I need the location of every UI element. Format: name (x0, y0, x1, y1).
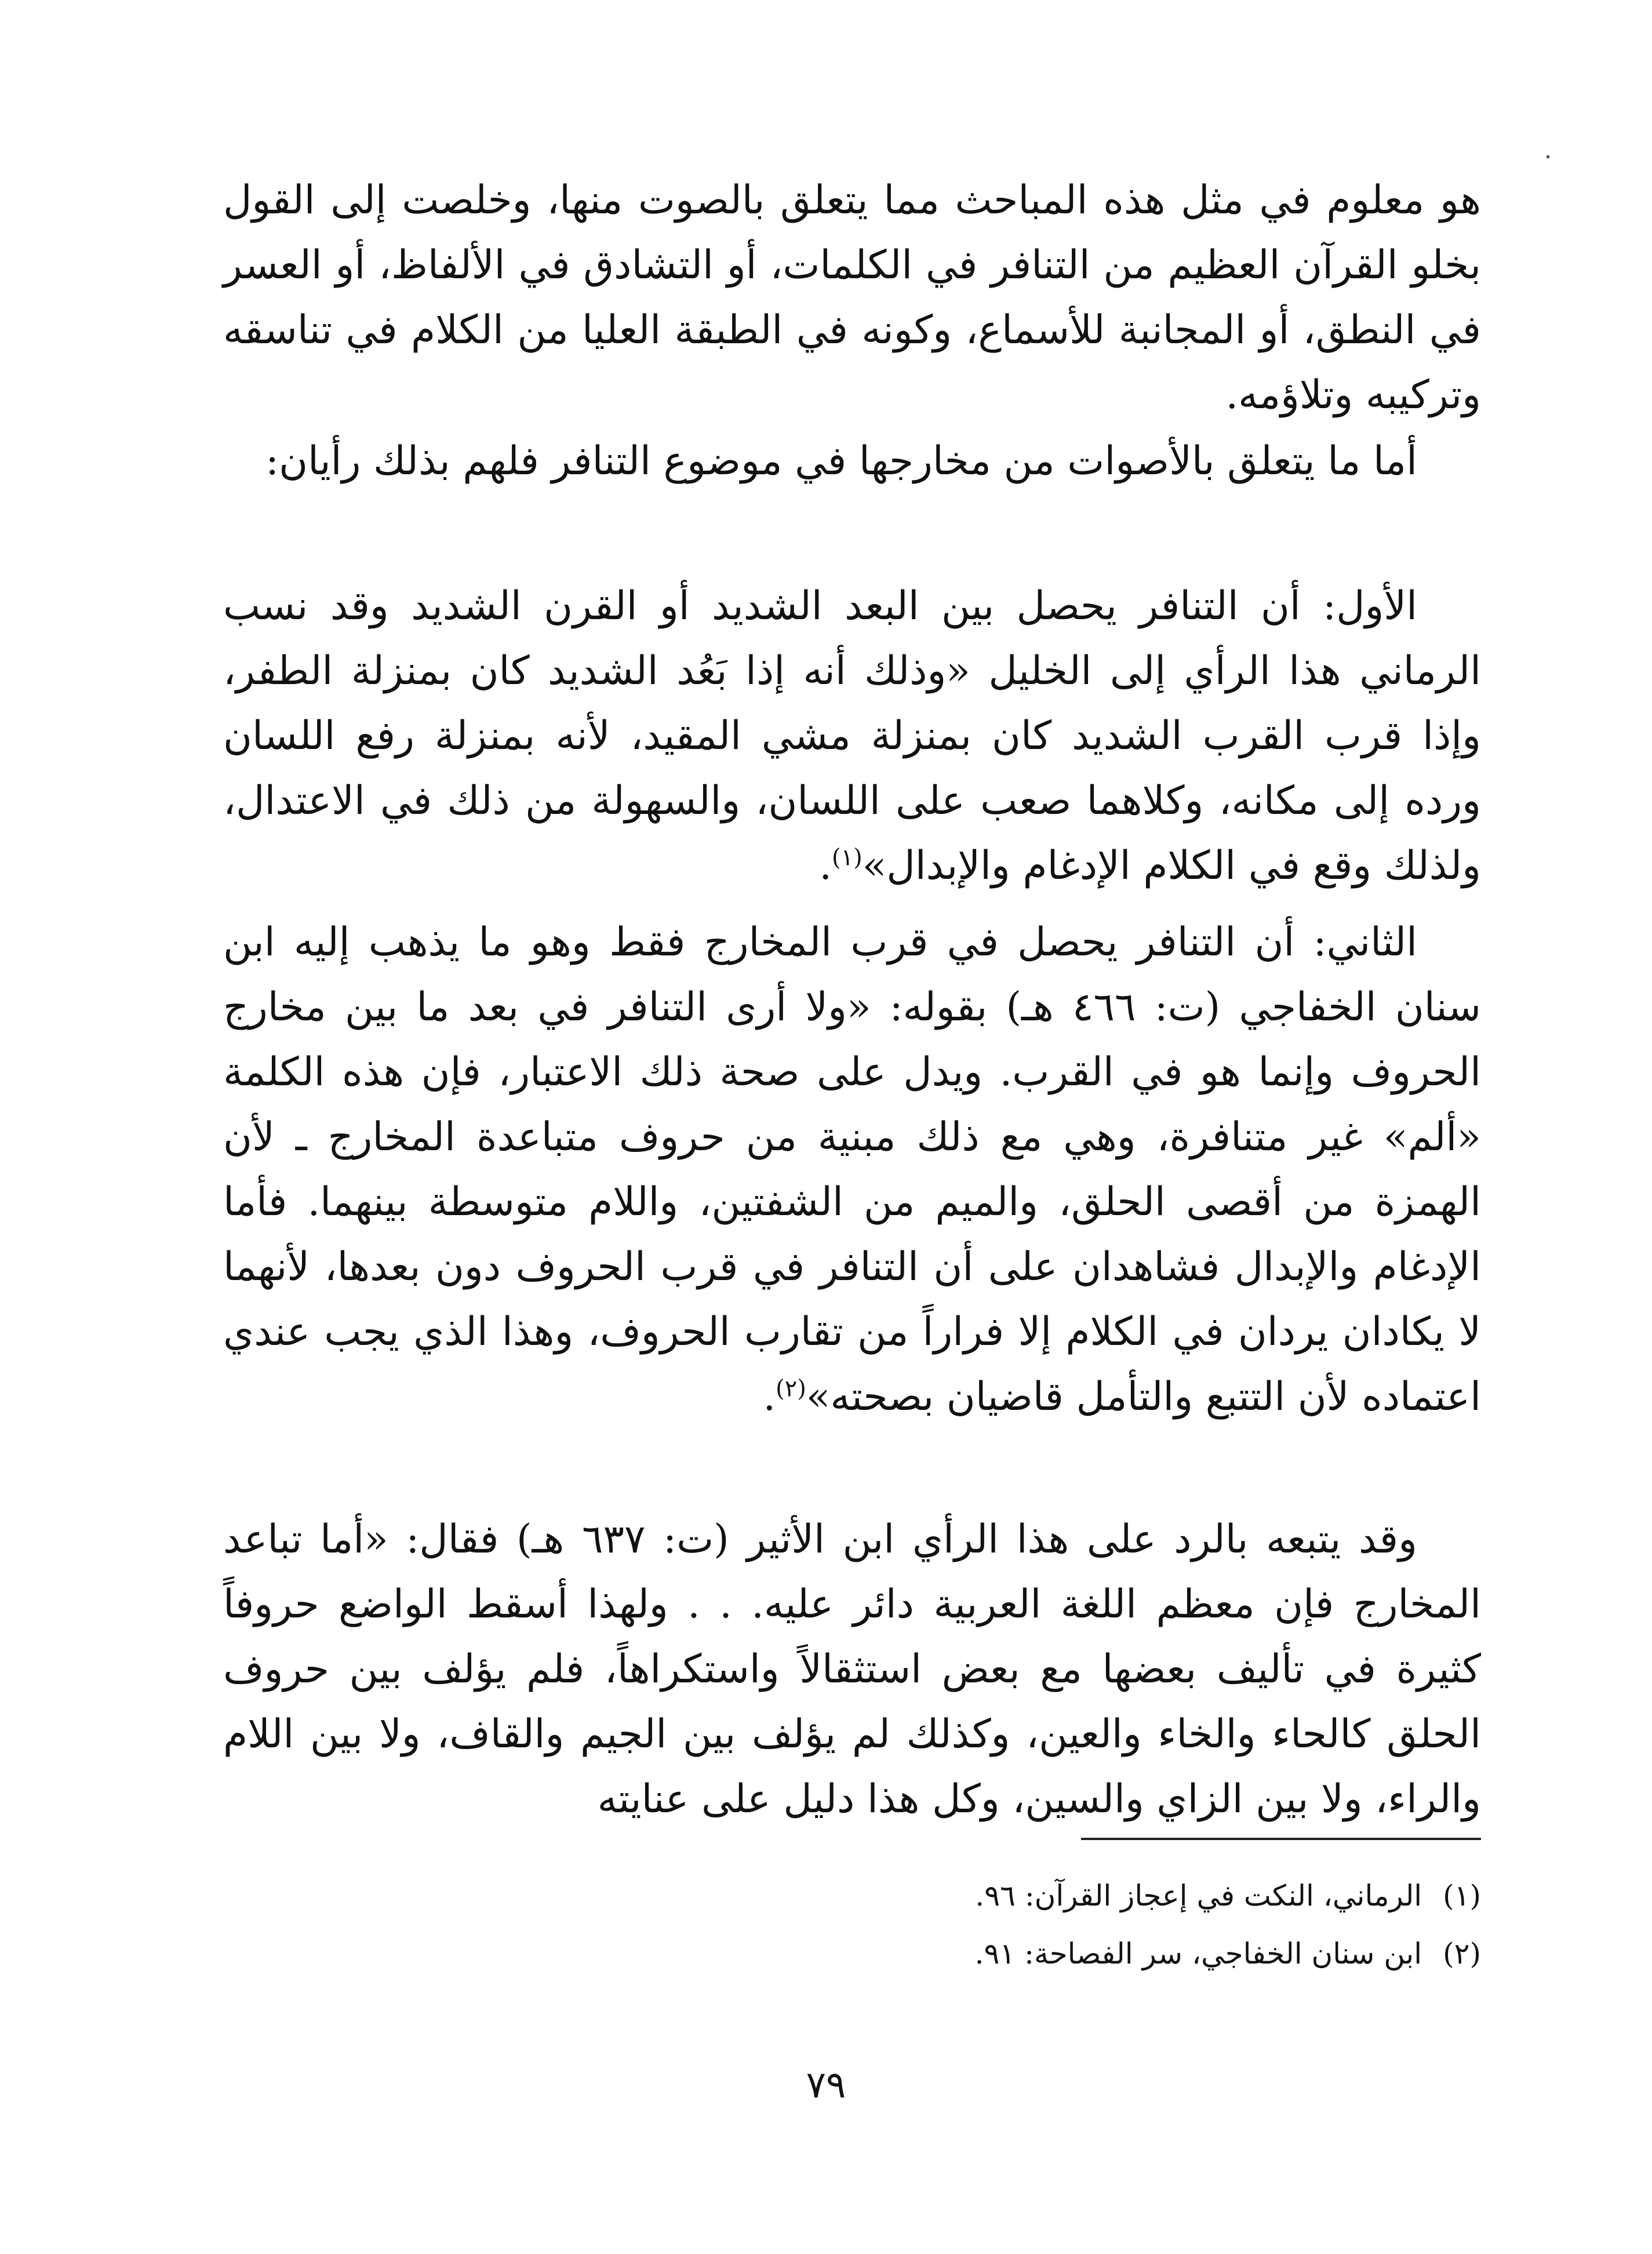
footnotes (696, 1867, 1481, 1983)
paragraph-2-text: أما ما يتعلق بالأصوات من مخارجها في موضوع التنافر فلهم بذلك رأيان: (265, 438, 1417, 484)
paragraph-4-text: الثاني: أن التنافر يحصل في قرب المخارج فقط وهو ما يذهب إليه ابن سنان الخفاجي (ت: ٤٦٦ هـ) بقوله: «ولا أرى التنافر في بعد ما بين مخارج الحروف وإنما هو في القرب. ويدل على صحة ذلك الاعتبار، فإن هذه الكلمة «ألم» غير متنافرة، وهي مع ذلك مبنية من حروف متباعدة المخارج ـ لأن الهمزة من أقصى الحلق، والميم من الشفتين، واللام متوسطة بينهما. فأما الإدغام والإبدال فشاهدان على أن التنافر في قرب الحروف دون بعدها، لأنهما لا يكادان يردان في الكلام إلا فراراً من تقارب الحروف، وهذا الذي يجب عندي اعتماده لأن التتبع والتأمل قاضيان بصحته» (223, 919, 1481, 1420)
page-number: ٧٩ (806, 2064, 846, 2107)
footnote-number: (٢) (1443, 1937, 1481, 1971)
footnote-ref-2: (٢) (776, 1375, 806, 1402)
footnote-separator (1081, 1838, 1481, 1840)
paragraph-1-text: هو معلوم في مثل هذه المباحث مما يتعلق بالصوت منها، وخلصت إلى القول بخلو القرآن العظيم من التنافر في الكلمات، أو التشادق في الألفاظ، أو العسر في النطق، أو المجانبة للأسماع، وكونه في الطبقة العليا من الكلام في تناسقه وتركيبه وتلاؤمه. (223, 177, 1482, 418)
paragraph-5-text: وقد يتبعه بالرد على هذا الرأي ابن الأثير (ت: ٦٣٧ هـ) فقال: «أما تباعد المخارج فإن معظم اللغة العربية دائر عليه. . . ولهذا أسقط الواضع حروفاً كثيرة في تأليف بعضها مع بعض استثقالاً واستكراهاً، فلم يؤلف بين حروف الحلق كالحاء والخاء والعين، وكذلك لم يؤلف بين الجيم والقاف، ولا بين اللام والراء، ولا بين الزاي والسين، وكل هذا دليل على عنايته (223, 1517, 1482, 1822)
footnote-ref-1: (١) (832, 844, 863, 871)
paragraph-second-opinion: الثاني: أن التنافر يحصل في قرب المخارج فقط وهو ما يذهب إليه ابن سنان الخفاجي (ت: ٤٦٦ هـ) بقوله: «ولا أرى التنافر في بعد ما بين مخارج الحروف وإنما هو في القرب. ويدل على صحة ذلك الاعتبار، فإن هذه الكلمة «ألم» غير متنافرة، وهي مع ذلك مبنية من حروف متباعدة المخارج ـ لأن الهمزة من أقصى الحلق، والميم من الشفتين، واللام متوسطة بينهما. فأما الإدغام والإبدال فشاهدان على أن التنافر في قرب الحروف دون بعدها، لأنهما لا يكادان يردان في الكلام إلا فراراً من تقارب الحروف، وهذا الذي يجب عندي اعتماده لأن التتبع والتأمل قاضيان بصحته»$^{(٢)}$. (223, 919, 1481, 1420)
footnote-number: (١) (1443, 1879, 1481, 1913)
footnote-item (696, 1925, 1481, 1983)
paragraph-first-opinion: الأول: أن التنافر يحصل بين البعد الشديد أو القرن الشديد وقد نسب الرماني هذا الرأي إلى الخليل «وذلك أنه إذا بَعُد الشديد كان بمنزلة الطفر، وإذا قرب القرب الشديد كان بمنزلة مشي المقيد، لأنه بمنزلة رفع اللسان ورده إلى مكانه، وكلاهما صعب على اللسان، والسهولة من ذلك في الاعتدال، ولذلك وقع في الكلام الإدغام والإبدال»$^{(١)}$. (223, 583, 1481, 889)
paragraph-ibn-al-athir (223, 1507, 1481, 1832)
footnote-text: ابن سنان الخفاجي، سر الفصاحة: ٩١. (974, 1937, 1422, 1971)
paragraph-two-opinions (223, 429, 1481, 494)
footnote-text: الرماني، النكت في إعجاز القرآن: ٩٦. (975, 1879, 1422, 1913)
footnote-item (696, 1867, 1481, 1925)
paragraph-3-text: الأول: أن التنافر يحصل بين البعد الشديد أو القرن الشديد وقد نسب الرماني هذا الرأي إلى الخليل «وذلك أنه إذا بَعُد الشديد كان بمنزلة الطفر، وإذا قرب القرب الشديد كان بمنزلة مشي المقيد، لأنه بمنزلة رفع اللسان ورده إلى مكانه، وكلاهما صعب على اللسان، والسهولة من ذلك في الاعتدال، ولذلك وقع في الكلام الإدغام والإبدال» (223, 583, 1481, 889)
paragraph-continuation (223, 168, 1481, 428)
scan-speck (1547, 155, 1549, 158)
